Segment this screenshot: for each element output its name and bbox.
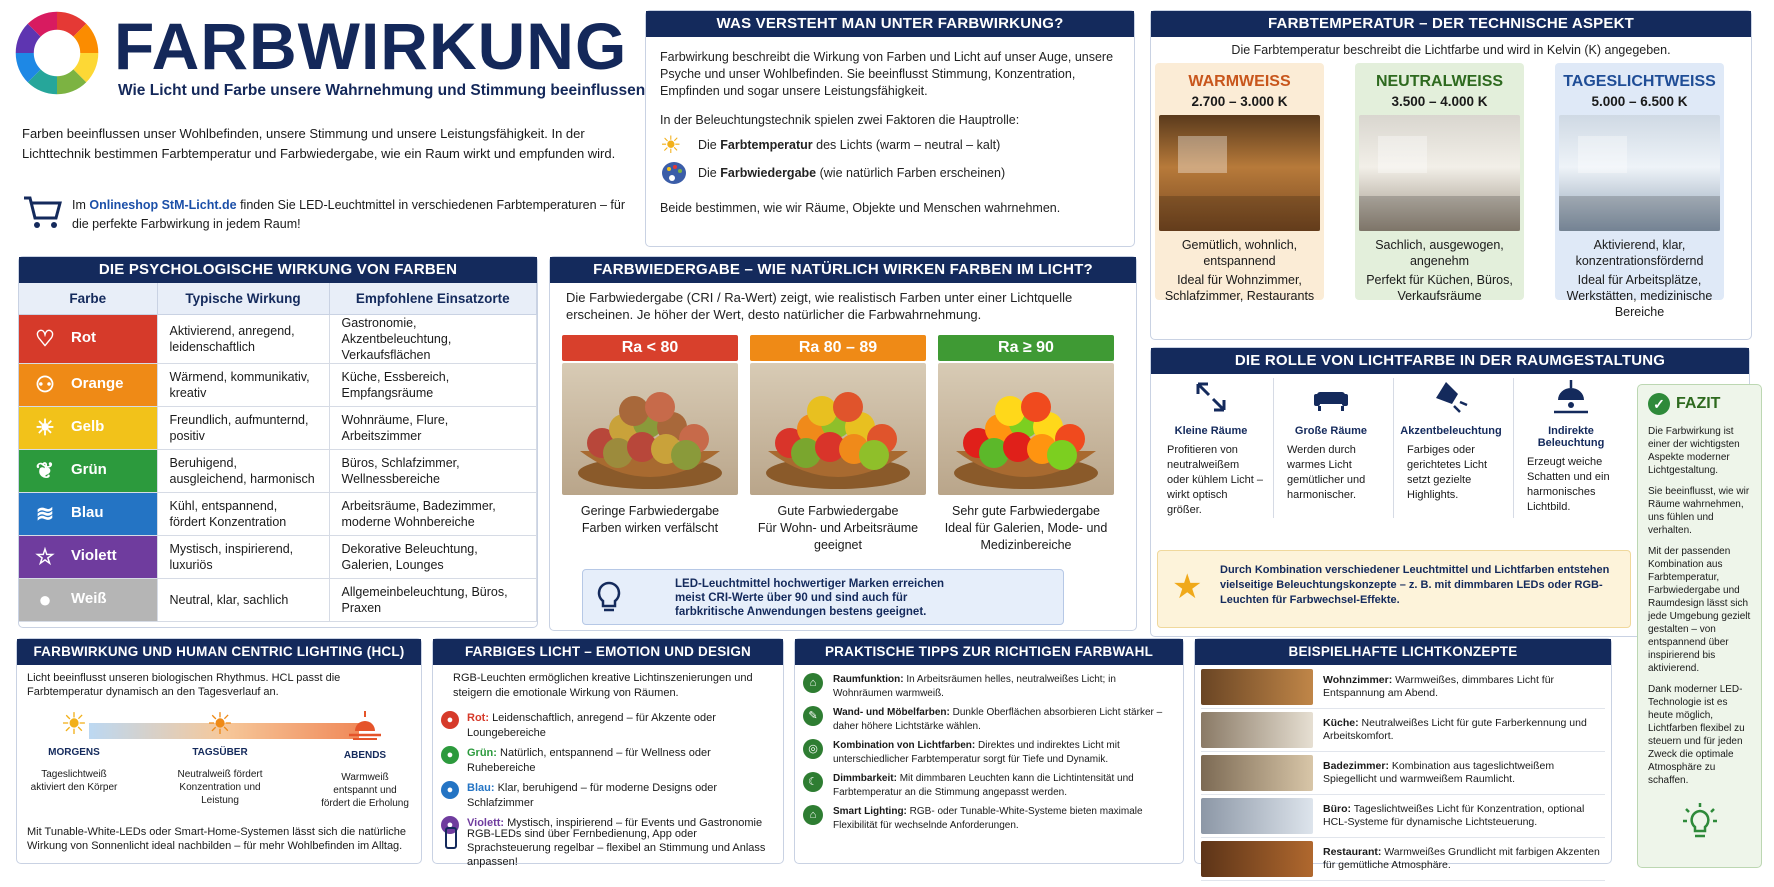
sun-icon: ☀ — [60, 708, 88, 741]
item-desc: Mit dimmbaren Leuchten kann die Lichtintensität und Farbtemperatur an die Stimmung angepasst werden. — [833, 773, 1134, 798]
color-name: Orange — [71, 375, 124, 393]
cri-caption-1: Geringe Farbwiedergabe — [580, 504, 720, 518]
cri-caption-1: Gute Farbwiedergabe — [777, 504, 899, 518]
color-cell — [19, 314, 157, 363]
farbig-outro-text: RGB-LEDs sind über Fernbedienung, App oder Sprachsteuerung regelbar – flexibel an Stimmung und Anlass anpassen! — [467, 828, 766, 868]
rolle-col-title: Indirekte Beleuchtung — [1537, 425, 1605, 449]
item-text — [1323, 803, 1605, 830]
room-floor — [1359, 196, 1520, 231]
item-label: Blau: — [467, 782, 495, 794]
item-text — [833, 673, 1175, 700]
spotlight-icon — [1432, 378, 1470, 416]
sofa-icon — [1312, 378, 1350, 416]
hcl-intro: Licht beeinflusst unseren biologischen Rhythmus. HCL passt die Farbtemperatur dynamisch an den Tagesverlauf an. — [27, 672, 341, 698]
circle-icon: ● — [38, 586, 52, 612]
psych-panel — [18, 256, 538, 628]
room-photo — [1201, 798, 1313, 834]
farbig-title: FARBIGES LICHT – EMOTION UND DESIGN — [433, 639, 783, 665]
table-row — [19, 578, 537, 621]
temp-kelvin: 3.500 – 4.000 K — [1391, 94, 1488, 109]
rolle-note — [1157, 550, 1631, 628]
color-wheel-logo — [14, 10, 100, 96]
fruit-bowl-photo — [750, 363, 926, 495]
tipps-title: PRAKTISCHE TIPPS ZUR RICHTIGEN FARBWAHL — [795, 639, 1183, 665]
cri-tag: Ra ≥ 90 — [938, 335, 1114, 361]
color-cell — [19, 406, 157, 449]
item-desc: Leidenschaftlich, anregend – für Akzente oder Loungebereiche — [467, 712, 716, 739]
list-item — [441, 781, 773, 810]
hcl-stage-morgens — [29, 709, 119, 794]
fruit-bowl-icon — [750, 363, 926, 495]
cri-col-1 — [562, 335, 738, 537]
was-p1: Farbwirkung beschreibt die Wirkung von Farben und Licht auf unser Auge, unsere Psyche und unser Wohlbefinden. Sie beeinflusst Stimmung, Konzentration, Empfinden und sogar unsere Leistungsfähigkeit. — [660, 50, 1114, 98]
f1-post: des Lichts (warm – neutral – kalt) — [816, 138, 1001, 152]
room-photo — [1359, 115, 1520, 231]
color-cell — [19, 535, 157, 578]
room-photo — [1159, 115, 1320, 231]
list-item — [1201, 712, 1605, 752]
color-name: Weiß — [71, 590, 107, 608]
item-desc: Tageslichtweißes Licht für Konzentration, optional HCL-Systeme für dynamische Lichtsteuerung. — [1323, 802, 1585, 828]
temp-desc-1: Sachlich, ausgewogen, angenehm — [1375, 238, 1504, 268]
item-text — [467, 746, 773, 775]
palette-icon — [660, 160, 688, 186]
room-photo — [1201, 755, 1313, 791]
table-row — [19, 535, 537, 578]
item-label: Badezimmer: — [1323, 759, 1389, 772]
cri-intro: Die Farbwiedergabe (CRI / Ra-Wert) zeigt, wie realistisch Farben unter einer Lichtquelle erscheinen. Je höher der Wert, desto natürlicher die Farbwahrnehmung. — [566, 290, 1073, 322]
was-title: WAS VERSTEHT MAN UNTER FARBWIRKUNG? — [646, 11, 1134, 37]
people-icon: ⚇ — [35, 371, 55, 397]
wirkung-cell: Beruhigend, ausgleichend, harmonisch — [157, 449, 329, 492]
color-dot-icon: ● — [441, 711, 459, 729]
farbig-outro — [441, 827, 777, 869]
sunset-icon — [347, 709, 383, 741]
item-label: Restaurant: — [1323, 845, 1382, 858]
hcl-stage-tagsueber — [175, 709, 265, 807]
fazit-p2: Sie beeinflusst, wie wir Räume wahrnehmen, uns fühlen und verhalten. — [1648, 486, 1750, 536]
list-item — [441, 746, 773, 775]
cri-tag: Ra 80 – 89 — [750, 335, 926, 361]
f1-pre: Die — [698, 138, 717, 152]
wirkung-cell: Aktivierend, anregend, leidenschaftlich — [157, 314, 329, 363]
item-text — [833, 772, 1175, 799]
room-photo — [1559, 115, 1720, 231]
room-floor — [1159, 196, 1320, 231]
orte-cell: Büros, Schlafzimmer, Wellnessbereiche — [329, 449, 537, 492]
wirkung-cell: Neutral, klar, sachlich — [157, 578, 329, 621]
tip-icon: ✎ — [803, 706, 823, 726]
room-window — [1178, 136, 1226, 173]
cri-title: FARBWIEDERGABE – WIE NATÜRLICH WIRKEN FARBEN IM LICHT? — [550, 257, 1136, 283]
list-item — [803, 772, 1175, 799]
wirkung-cell: Freundlich, aufmunternd, positiv — [157, 406, 329, 449]
fazit-p3: Mit der passenden Kombination aus Farbtemperatur, Farbwiedergabe und Raumdesign lässt sich jede Umgebung gezielt gestalten – von entspannend über inspirierend bis aktivierend. — [1648, 546, 1751, 674]
room-window — [1578, 136, 1626, 173]
col-header-wirkung: Typische Wirkung — [157, 283, 329, 314]
cart-icon — [22, 194, 64, 230]
color-name: Gelb — [71, 418, 105, 436]
tip-icon: ☾ — [803, 772, 823, 792]
cri-caption-1: Sehr gute Farbwiedergabe — [951, 504, 1100, 518]
shop-prefix: Im — [72, 198, 86, 212]
rolle-note-text: Durch Kombination verschiedener Leuchtmittel und Lichtfarben entstehen vielseitige Beleuchtungskonzepte – z. B. mit dimmbaren LEDs oder RGB-Leuchten für Farbwechsel-Effekte. — [1220, 564, 1610, 606]
room-photo — [1201, 669, 1313, 705]
heart-icon: ♡ — [35, 325, 55, 351]
psych-title: DIE PSYCHOLOGISCHE WIRKUNG VON FARBEN — [19, 257, 537, 283]
col-header-orte: Empfohlene Einsatzorte — [329, 283, 537, 314]
hcl-stage-abends — [319, 709, 411, 810]
item-desc: Warmweißes Grundlicht mit farbigen Akzenten für gemütliche Atmosphäre. — [1323, 845, 1600, 871]
list-item — [1201, 669, 1605, 709]
cri-caption-2: Farben wirken verfälscht — [581, 521, 719, 535]
item-label: Kombination von Lichtfarben: — [833, 740, 976, 751]
farbig-intro: RGB-Leuchten ermöglichen kreative Lichtinszenierungen und steigern die emotionale Wirkung von Räumen. — [453, 672, 753, 699]
stage-title: MORGENS — [48, 747, 100, 758]
item-text — [833, 739, 1175, 766]
stage-title: TAGSÜBER — [192, 747, 248, 758]
item-text — [1323, 674, 1605, 701]
stage-desc: Neutralweiß fördert Konzentration und Leistung — [177, 769, 263, 806]
list-item — [1201, 841, 1605, 881]
list-item — [1201, 798, 1605, 838]
f2-post: (wie natürlich Farben erscheinen) — [819, 165, 1006, 180]
expand-icon — [1192, 378, 1230, 416]
stage-title: ABENDS — [343, 750, 387, 761]
table-row — [19, 363, 537, 406]
rolle-col-1 — [1159, 378, 1263, 518]
orte-cell: Arbeitsräume, Badezimmer, moderne Wohnbereiche — [329, 492, 537, 535]
fazit-panel — [1637, 384, 1762, 868]
stage-desc: Warmweiß entspannt und fördert die Erholung — [321, 772, 409, 809]
tipps-panel — [794, 638, 1184, 864]
factor-rendering — [660, 160, 1120, 186]
was-p2: In der Beleuchtungstechnik spielen zwei Faktoren die Hauptrolle: — [660, 113, 1020, 127]
idea-bulb-icon — [1680, 801, 1720, 845]
orte-cell: Küche, Essbereich, Empfangsräume — [329, 363, 537, 406]
temp-desc-1: Gemütlich, wohnlich, entspannend — [1181, 238, 1298, 268]
color-cell — [19, 492, 157, 535]
cri-caption-2: Für Wohn- und Arbeitsräume geeignet — [757, 521, 919, 552]
temp-desc-1: Aktivierend, klar, konzentrationsfördernd — [1575, 238, 1704, 268]
star-icon: ★ — [1172, 568, 1203, 606]
item-text — [1323, 846, 1605, 873]
table-row — [19, 492, 537, 535]
fruit-bowl-icon — [562, 363, 738, 495]
sun-icon: ☀ — [660, 132, 682, 159]
factor-temperature — [660, 132, 1120, 159]
item-label: Raumfunktion: — [833, 674, 904, 685]
page-title: FARBWIRKUNG — [114, 9, 628, 83]
item-desc: Natürlich, entspannend – für Wellness oder Ruhebereiche — [467, 747, 711, 774]
item-label: Büro: — [1323, 802, 1351, 815]
color-dot-icon: ● — [441, 746, 459, 764]
remote-control-icon — [445, 827, 457, 849]
fruit-bowl-photo — [938, 363, 1114, 495]
list-item — [803, 706, 1175, 733]
orte-cell: Allgemeinbeleuchtung, Büros, Praxen — [329, 578, 537, 621]
shop-suffix: finden Sie LED-Leuchtmittel in verschiedenen Farbtemperaturen – für die perfekte Farbwirkung in jedem Raum! — [72, 198, 626, 231]
temp-col-2 — [1355, 63, 1524, 303]
item-desc: Neutralweißes Licht für gute Farberkennung und Arbeitskomfort. — [1323, 716, 1587, 742]
item-desc: Direktes und indirektes Licht mit unterschiedlicher Farbtemperatur sorgt für Tiefe und Dynamik. — [833, 740, 1120, 765]
cri-col-3 — [938, 335, 1114, 554]
list-item — [1201, 755, 1605, 795]
hcl-panel — [16, 638, 422, 864]
lightbulb-icon — [595, 580, 623, 616]
psych-table — [19, 283, 537, 622]
cri-note-text: LED-Leuchtmittel hochwertiger Marken erreichen meist CRI-Werte über 90 und sind auch für farbkritische Anwendungen bestens geeignet. — [675, 578, 945, 618]
col-header-farbe: Farbe — [19, 283, 157, 314]
item-desc: Kombination aus tageslichtweißem Spiegellicht und warmweißem Raumlicht. — [1323, 759, 1555, 785]
pendant-lamp-icon — [1552, 378, 1590, 416]
was-p3: Beide bestimmen, wie wir Räume, Objekte und Menschen wahrnehmen. — [660, 201, 1061, 215]
divider — [1393, 378, 1394, 518]
f2-pre: Die — [698, 165, 717, 180]
table-row — [19, 449, 537, 492]
table-row — [19, 406, 537, 449]
temp-name: TAGESLICHTWEISS — [1563, 73, 1716, 90]
rolle-col-4 — [1519, 378, 1623, 515]
konzepte-panel — [1194, 638, 1612, 871]
cri-tag: Ra < 80 — [562, 335, 738, 361]
rolle-col-desc: Farbiges oder gerichtetes Licht setzt gezielte Highlights. — [1407, 444, 1488, 501]
item-desc: Warmweißes, dimmbares Licht für Entspannung am Abend. — [1323, 673, 1555, 699]
temp-panel — [1150, 10, 1752, 340]
list-item — [803, 805, 1175, 832]
cri-panel — [549, 256, 1137, 631]
list-item — [803, 673, 1175, 700]
temp-kelvin: 2.700 – 3.000 K — [1191, 94, 1288, 109]
list-item — [441, 711, 773, 740]
item-label: Violett: — [467, 817, 505, 829]
item-desc: Klar, beruhigend – für moderne Designs oder Schlafzimmer — [467, 782, 718, 809]
rolle-col-title: Akzentbeleuchtung — [1400, 425, 1502, 437]
fazit-title: FAZIT — [1676, 395, 1721, 412]
table-row — [19, 314, 537, 363]
item-label: Rot: — [467, 712, 489, 724]
f2-bold: Farbwiedergabe — [720, 165, 817, 180]
sun-icon: ☀ — [35, 414, 55, 440]
shop-link[interactable]: Onlineshop StM-Licht.de — [89, 198, 237, 212]
hcl-title: FARBWIRKUNG UND HUMAN CENTRIC LIGHTING (HCL) — [17, 639, 421, 665]
tip-icon: ◎ — [803, 739, 823, 759]
item-desc: Mystisch, inspirierend – für Events und Gastronomie — [507, 817, 763, 829]
temp-intro: Die Farbtemperatur beschreibt die Lichtfarbe und wird in Kelvin (K) angegeben. — [1231, 43, 1671, 57]
temp-desc-2: Ideal für Wohnzimmer, Schlafzimmer, Restaurants — [1164, 273, 1315, 303]
color-cell — [19, 363, 157, 406]
divider — [1273, 378, 1274, 518]
star-icon: ☆ — [35, 543, 55, 569]
fazit-p1: Die Farbwirkung ist einer der wichtigsten Aspekte moderner Lichtgestaltung. — [1648, 426, 1740, 476]
shop-note — [72, 196, 632, 234]
rolle-col-title: Große Räume — [1294, 425, 1368, 437]
color-name: Blau — [71, 504, 104, 522]
rolle-col-title: Kleine Räume — [1174, 425, 1248, 437]
item-text — [833, 706, 1175, 733]
orte-cell: Wohnräume, Flure, Arbeitszimmer — [329, 406, 537, 449]
wirkung-cell: Wärmend, kommunikativ, kreativ — [157, 363, 329, 406]
cri-note — [582, 569, 1064, 625]
fazit-header — [1648, 393, 1751, 415]
rolle-title: DIE ROLLE VON LICHTFARBE IN DER RAUMGESTALTUNG — [1151, 348, 1749, 374]
item-label: Grün: — [467, 747, 497, 759]
item-text — [1323, 717, 1605, 744]
temp-col-1 — [1155, 63, 1324, 303]
item-label: Küche: — [1323, 716, 1359, 729]
color-cell — [19, 449, 157, 492]
item-desc: RGB- oder Tunable-White-Systeme bieten maximale Flexibilität für wechselnde Anforderungen. — [833, 806, 1143, 831]
temp-name: NEUTRALWEISS — [1375, 73, 1504, 90]
farbig-panel — [432, 638, 784, 868]
temp-desc-2: Ideal für Arbeitsplätze, Werkstätten, medizinische Bereiche — [1566, 273, 1713, 319]
hcl-outro: Mit Tunable-White-LEDs oder Smart-Home-Systemen lässt sich die natürliche Wirkung von Sonnenlicht ideal nachbilden – für mehr Wohlbefinden im Alltag. — [27, 826, 407, 852]
was-panel — [645, 10, 1135, 247]
color-name: Grün — [71, 461, 107, 479]
fazit-p4: Dank moderner LED-Technologie ist es heute möglich, Lichtfarben flexibel zu steuern und für jeden Zweck die optimale Atmosphäre zu schaffen. — [1648, 684, 1745, 786]
konzepte-title: BEISPIELHAFTE LICHTKONZEPTE — [1195, 639, 1611, 665]
wirkung-cell: Mystisch, inspirierend, luxuriös — [157, 535, 329, 578]
cri-caption-2: Ideal für Galerien, Mode- und Medizinbereiche — [944, 521, 1108, 552]
color-name: Rot — [71, 329, 96, 347]
item-label: Wohnzimmer: — [1323, 673, 1393, 686]
rolle-col-3 — [1399, 378, 1503, 503]
item-label: Wand- und Möbelfarben: — [833, 707, 950, 718]
room-floor — [1559, 196, 1720, 231]
stage-desc: Tageslichtweiß aktiviert den Körper — [30, 769, 118, 793]
page-subtitle: Wie Licht und Farbe unsere Wahrnehmung und Stimmung beeinflussen — [118, 82, 646, 99]
cri-col-2 — [750, 335, 926, 554]
fruit-bowl-photo — [562, 363, 738, 495]
orte-cell: Gastronomie, Akzentbeleuchtung, Verkaufsflächen — [329, 314, 537, 363]
rolle-col-desc: Werden durch warmes Licht gemütlicher und harmonischer. — [1287, 444, 1366, 501]
color-cell — [19, 578, 157, 621]
leaf-icon: ❦ — [35, 457, 55, 483]
tip-icon: ⌂ — [803, 805, 823, 825]
item-text — [1323, 760, 1605, 787]
tip-icon: ⌂ — [803, 673, 823, 693]
list-item — [803, 739, 1175, 766]
f1-bold: Farbtemperatur — [720, 138, 813, 152]
check-icon: ✓ — [1648, 393, 1670, 415]
temp-name: WARMWEISS — [1188, 73, 1291, 90]
item-text — [467, 781, 773, 810]
item-desc: Dunkle Oberflächen absorbieren Licht stärker – daher höhere Lichtstärke wählen. — [833, 707, 1163, 732]
sun-icon: ☀ — [206, 708, 234, 741]
color-dot-icon: ● — [441, 781, 459, 799]
temp-title: FARBTEMPERATUR – DER TECHNISCHE ASPEKT — [1151, 11, 1751, 37]
wirkung-cell: Kühl, entspannend, fördert Konzentration — [157, 492, 329, 535]
color-dot-icon: ● — [441, 816, 459, 834]
rolle-col-desc: Profitieren von neutralweißem oder kühlem Licht – wirkt optisch größer. — [1167, 444, 1263, 516]
room-window — [1378, 136, 1426, 173]
room-photo — [1201, 841, 1313, 877]
temp-kelvin: 5.000 – 6.500 K — [1591, 94, 1688, 109]
temp-desc-2: Perfekt für Küchen, Büros, Verkaufsräume — [1366, 273, 1513, 303]
item-label: Smart Lighting: — [833, 806, 907, 817]
item-text — [467, 711, 773, 740]
room-photo — [1201, 712, 1313, 748]
item-label: Dimmbarkeit: — [833, 773, 897, 784]
divider — [1513, 378, 1514, 518]
intro-text: Farben beeinflussen unser Wohlbefinden, unsere Stimmung und unsere Leistungsfähigkeit. In der Lichttechnik bestimmen Farbtemperatur und Farbwiedergabe, wie ein Raum wirkt und empfunden wird. — [22, 126, 616, 161]
color-name: Violett — [71, 547, 117, 565]
rolle-col-desc: Erzeugt weiche Schatten und ein harmonisches Lichtbild. — [1527, 456, 1610, 513]
rolle-col-2 — [1279, 378, 1383, 503]
fruit-bowl-icon — [938, 363, 1114, 495]
orte-cell: Dekorative Beleuchtung, Galerien, Lounges — [329, 535, 537, 578]
item-text — [833, 805, 1175, 832]
temp-col-3 — [1555, 63, 1724, 319]
item-desc: In Arbeitsräumen helles, neutralweißes Licht; in Wohnräumen warmweiß. — [833, 674, 1116, 699]
waves-icon: ≋ — [35, 500, 55, 526]
